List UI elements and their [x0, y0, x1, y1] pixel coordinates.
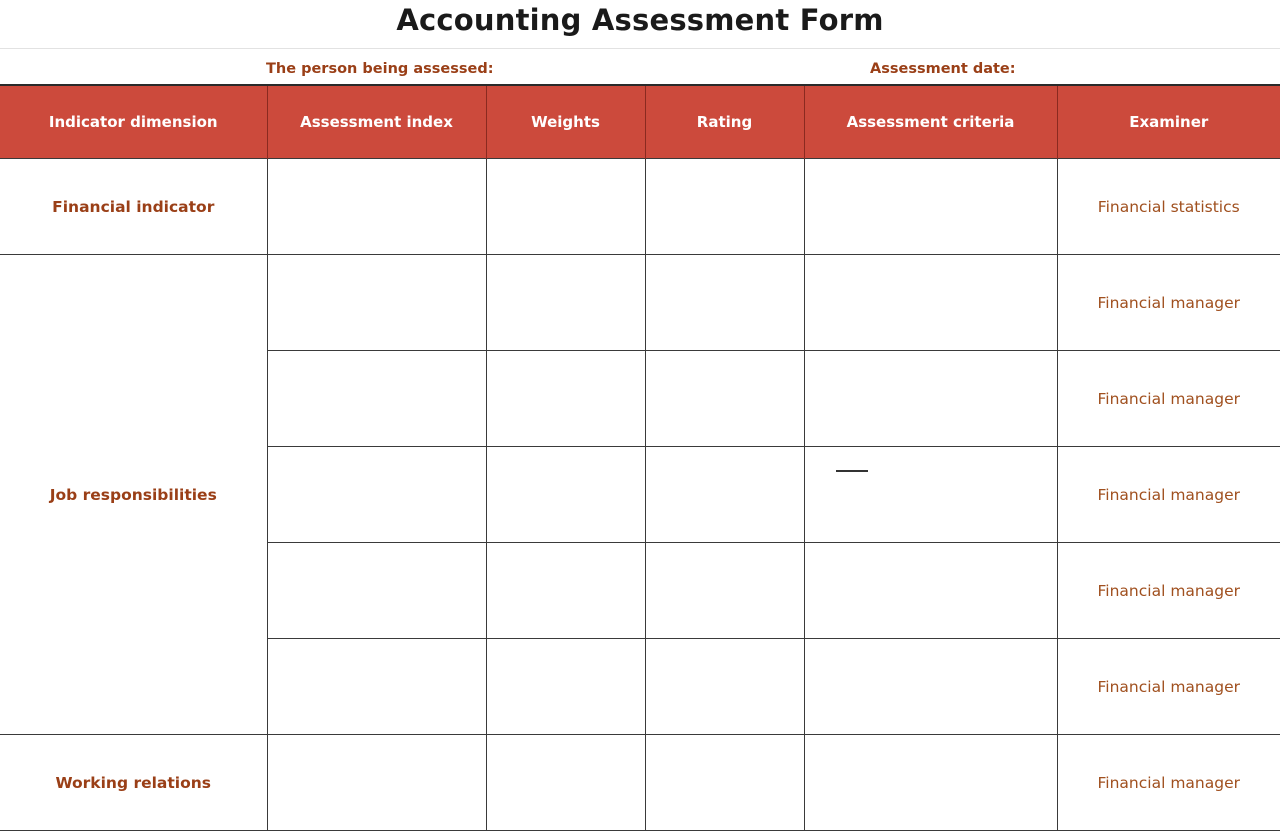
weights-cell[interactable] [486, 351, 645, 447]
assessment-index-cell[interactable] [267, 735, 486, 831]
col-rating: Rating [645, 85, 804, 159]
col-assessment-index: Assessment index [267, 85, 486, 159]
col-weights: Weights [486, 85, 645, 159]
examiner-cell: Financial statistics [1057, 159, 1280, 255]
weights-cell[interactable] [486, 543, 645, 639]
weights-cell[interactable] [486, 447, 645, 543]
examiner-cell: Financial manager [1057, 351, 1280, 447]
assessment-index-cell[interactable] [267, 639, 486, 735]
table-header-row [0, 85, 1280, 159]
assessment-criteria-cell[interactable] [804, 543, 1057, 639]
assessment-criteria-cell[interactable] [804, 351, 1057, 447]
assessment-criteria-cell[interactable] [804, 735, 1057, 831]
rating-cell[interactable] [645, 447, 804, 543]
examiner-cell: Financial manager [1057, 543, 1280, 639]
weights-cell[interactable] [486, 159, 645, 255]
weights-cell[interactable] [486, 255, 645, 351]
assessment-index-cell[interactable] [267, 159, 486, 255]
rating-cell[interactable] [645, 735, 804, 831]
title-divider [0, 48, 1280, 49]
assessment-index-cell[interactable] [267, 447, 486, 543]
assessment-index-cell[interactable] [267, 543, 486, 639]
assessment-index-cell[interactable] [267, 255, 486, 351]
assessment-index-cell[interactable] [267, 351, 486, 447]
dimension-financial-indicator: Financial indicator [0, 159, 267, 255]
table-row [0, 255, 1280, 351]
assessment-criteria-cell[interactable] [804, 159, 1057, 255]
assessment-criteria-cell[interactable] [804, 639, 1057, 735]
rating-cell[interactable] [645, 255, 804, 351]
weights-cell[interactable] [486, 639, 645, 735]
dash-mark [836, 470, 868, 472]
col-indicator-dimension: Indicator dimension [0, 85, 267, 159]
table-row [0, 159, 1280, 255]
rating-cell[interactable] [645, 159, 804, 255]
dimension-job-responsibilities: Job responsibilities [0, 255, 267, 735]
person-being-assessed-label: The person being assessed: [266, 61, 494, 77]
examiner-cell: Financial manager [1057, 735, 1280, 831]
form-title: Accounting Assessment Form [396, 3, 884, 37]
assessment-criteria-cell[interactable] [804, 447, 1057, 543]
examiner-cell: Financial manager [1057, 447, 1280, 543]
assessment-table [0, 84, 1280, 831]
rating-cell[interactable] [645, 351, 804, 447]
assessment-criteria-cell[interactable] [804, 255, 1057, 351]
weights-cell[interactable] [486, 735, 645, 831]
assessment-date-label: Assessment date: [870, 61, 1016, 77]
table-row [0, 735, 1280, 831]
rating-cell[interactable] [645, 543, 804, 639]
col-assessment-criteria: Assessment criteria [804, 85, 1057, 159]
examiner-cell: Financial manager [1057, 639, 1280, 735]
col-examiner: Examiner [1057, 85, 1280, 159]
rating-cell[interactable] [645, 639, 804, 735]
examiner-cell: Financial manager [1057, 255, 1280, 351]
dimension-working-relations: Working relations [0, 735, 267, 831]
